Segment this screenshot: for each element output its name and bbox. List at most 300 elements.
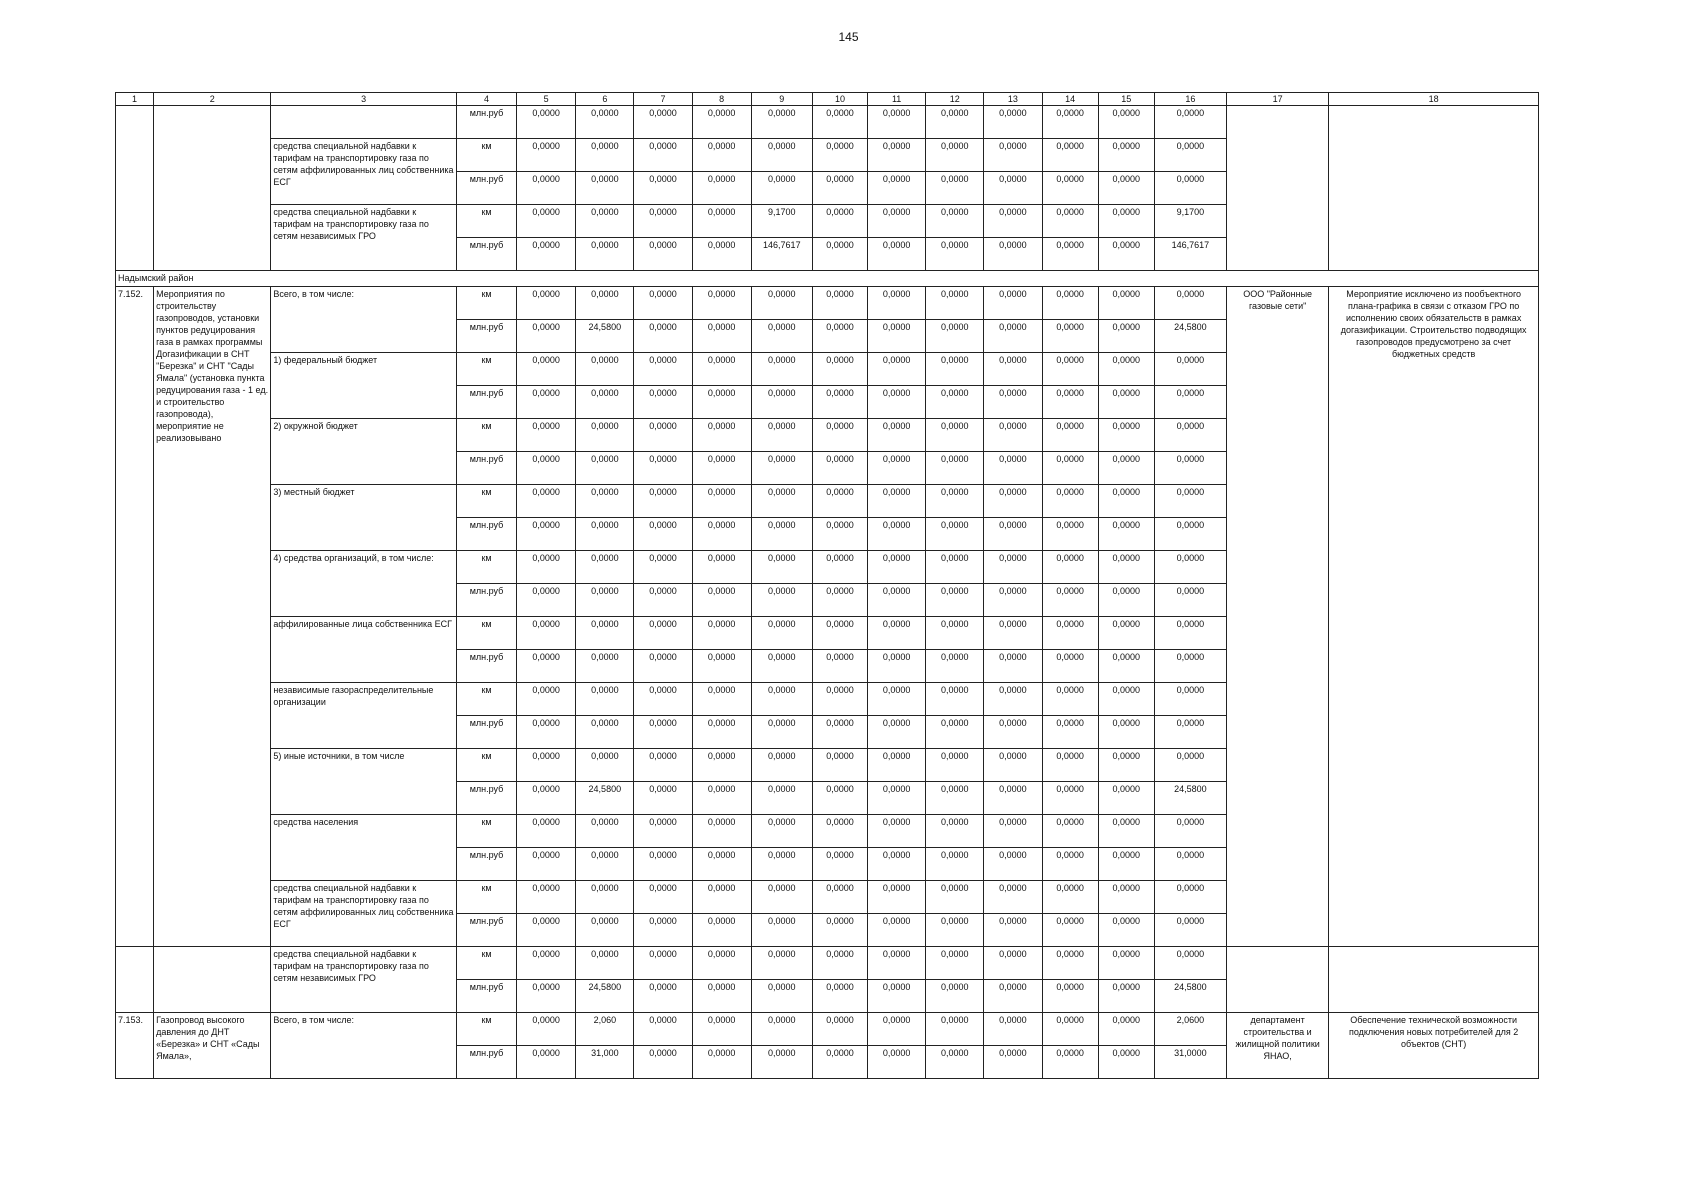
value-cell: 0,0000 <box>926 749 984 782</box>
value-cell: 0,0000 <box>751 353 812 386</box>
value-cell: 0,0000 <box>1154 518 1226 551</box>
value-cell: 2,060 <box>576 1013 634 1046</box>
value-cell: 0,0000 <box>1042 881 1098 914</box>
unit-cell: км <box>456 287 516 320</box>
column-header: 1 <box>116 93 154 106</box>
value-cell: 0,0000 <box>1098 1046 1154 1079</box>
value-cell: 0,0000 <box>576 205 634 238</box>
value-cell: 0,0000 <box>576 353 634 386</box>
value-cell: 0,0000 <box>634 947 692 980</box>
value-cell: 0,0000 <box>1098 419 1154 452</box>
value-cell: 0,0000 <box>576 172 634 205</box>
value-cell: 0,0000 <box>926 172 984 205</box>
value-cell: 0,0000 <box>576 617 634 650</box>
value-cell: 0,0000 <box>1042 139 1098 172</box>
value-cell: 0,0000 <box>812 320 867 353</box>
value-cell: 0,0000 <box>1154 650 1226 683</box>
value-cell: 0,0000 <box>1098 815 1154 848</box>
value-cell: 0,0000 <box>751 617 812 650</box>
program-table <box>115 92 1539 1079</box>
value-cell: 0,0000 <box>812 947 867 980</box>
value-cell: 0,0000 <box>984 205 1042 238</box>
value-cell: 0,0000 <box>1042 287 1098 320</box>
value-cell: 24,5800 <box>1154 782 1226 815</box>
value-cell: 0,0000 <box>812 584 867 617</box>
value-cell: 0,0000 <box>984 452 1042 485</box>
value-cell: 0,0000 <box>868 386 926 419</box>
value-cell: 0,0000 <box>751 584 812 617</box>
value-cell: 0,0000 <box>926 485 984 518</box>
unit-cell: млн.руб <box>456 848 516 881</box>
value-cell: 0,0000 <box>751 551 812 584</box>
value-cell: 0,0000 <box>812 485 867 518</box>
unit-cell: млн.руб <box>456 172 516 205</box>
value-cell: 0,0000 <box>984 683 1042 716</box>
value-cell: 0,0000 <box>576 139 634 172</box>
value-cell: 0,0000 <box>1154 683 1226 716</box>
value-cell: 0,0000 <box>984 914 1042 947</box>
value-cell: 0,0000 <box>926 848 984 881</box>
value-cell: 0,0000 <box>1042 1013 1098 1046</box>
item-number: 7.153. <box>116 1013 154 1079</box>
item-name: Газопровод высокого давления до ДНТ «Березка» и СНТ «Сады Ямала», <box>154 1013 271 1079</box>
value-cell: 0,0000 <box>634 353 692 386</box>
source-label <box>271 106 457 139</box>
value-cell: 0,0000 <box>576 716 634 749</box>
executor-cell <box>1227 947 1329 1013</box>
value-cell: 0,0000 <box>812 782 867 815</box>
value-cell: 0,0000 <box>1098 485 1154 518</box>
value-cell: 0,0000 <box>926 1046 984 1079</box>
column-header: 5 <box>517 93 576 106</box>
column-header: 15 <box>1098 93 1154 106</box>
value-cell: 0,0000 <box>1098 106 1154 139</box>
unit-cell: млн.руб <box>456 716 516 749</box>
value-cell: 0,0000 <box>926 881 984 914</box>
value-cell: 0,0000 <box>692 106 751 139</box>
value-cell: 0,0000 <box>926 238 984 271</box>
value-cell: 0,0000 <box>868 914 926 947</box>
value-cell: 0,0000 <box>1154 749 1226 782</box>
value-cell: 0,0000 <box>576 815 634 848</box>
column-header: 10 <box>812 93 867 106</box>
value-cell: 0,0000 <box>634 287 692 320</box>
value-cell: 0,0000 <box>692 287 751 320</box>
value-cell: 0,0000 <box>692 980 751 1013</box>
value-cell: 0,0000 <box>868 419 926 452</box>
value-cell: 0,0000 <box>1098 452 1154 485</box>
unit-cell: км <box>456 485 516 518</box>
value-cell: 0,0000 <box>576 848 634 881</box>
value-cell: 0,0000 <box>692 782 751 815</box>
unit-cell: км <box>456 749 516 782</box>
value-cell: 0,0000 <box>517 353 576 386</box>
value-cell: 0,0000 <box>1042 106 1098 139</box>
value-cell: 0,0000 <box>751 749 812 782</box>
value-cell: 0,0000 <box>517 452 576 485</box>
source-label: средства специальной надбавки к тарифам на транспортировку газа по сетям аффилированных лиц собственника ЕСГ <box>271 881 457 947</box>
table-row <box>116 106 1539 139</box>
value-cell: 0,0000 <box>984 353 1042 386</box>
value-cell: 0,0000 <box>812 287 867 320</box>
value-cell: 0,0000 <box>634 386 692 419</box>
value-cell: 0,0000 <box>751 419 812 452</box>
item-name <box>154 947 271 1013</box>
value-cell: 0,0000 <box>812 683 867 716</box>
value-cell: 0,0000 <box>634 551 692 584</box>
value-cell: 0,0000 <box>517 980 576 1013</box>
value-cell: 0,0000 <box>634 205 692 238</box>
value-cell: 0,0000 <box>1098 238 1154 271</box>
value-cell: 0,0000 <box>868 205 926 238</box>
value-cell: 0,0000 <box>984 485 1042 518</box>
value-cell: 9,1700 <box>1154 205 1226 238</box>
value-cell: 0,0000 <box>812 386 867 419</box>
value-cell: 0,0000 <box>517 320 576 353</box>
cont-number-cell <box>116 106 154 271</box>
value-cell: 0,0000 <box>751 518 812 551</box>
value-cell: 0,0000 <box>517 947 576 980</box>
value-cell: 0,0000 <box>576 683 634 716</box>
source-label: средства специальной надбавки к тарифам на транспортировку газа по сетям независимых ГРО <box>271 205 457 271</box>
value-cell: 0,0000 <box>751 848 812 881</box>
column-header: 9 <box>751 93 812 106</box>
value-cell: 0,0000 <box>1042 238 1098 271</box>
note-cell: Обеспечение технической возможности подключения новых потребителей для 2 объектов (СНТ) <box>1329 1013 1539 1079</box>
value-cell: 0,0000 <box>1154 452 1226 485</box>
value-cell: 0,0000 <box>1042 419 1098 452</box>
value-cell: 0,0000 <box>751 683 812 716</box>
value-cell: 0,0000 <box>517 617 576 650</box>
source-label: 4) средства организаций, в том числе: <box>271 551 457 617</box>
value-cell: 0,0000 <box>634 980 692 1013</box>
value-cell: 0,0000 <box>692 1013 751 1046</box>
value-cell: 0,0000 <box>812 139 867 172</box>
source-label: 5) иные источники, в том числе <box>271 749 457 815</box>
value-cell: 0,0000 <box>517 551 576 584</box>
value-cell: 0,0000 <box>634 452 692 485</box>
unit-cell: млн.руб <box>456 650 516 683</box>
value-cell: 0,0000 <box>634 320 692 353</box>
value-cell: 2,0600 <box>1154 1013 1226 1046</box>
source-label: Всего, в том числе: <box>271 1013 457 1079</box>
value-cell: 0,0000 <box>751 106 812 139</box>
value-cell: 0,0000 <box>926 320 984 353</box>
value-cell: 0,0000 <box>984 980 1042 1013</box>
column-header: 4 <box>456 93 516 106</box>
value-cell: 0,0000 <box>984 551 1042 584</box>
value-cell: 0,0000 <box>868 518 926 551</box>
value-cell: 0,0000 <box>576 551 634 584</box>
value-cell: 0,0000 <box>1154 881 1226 914</box>
value-cell: 0,0000 <box>984 518 1042 551</box>
value-cell: 0,0000 <box>868 815 926 848</box>
value-cell: 0,0000 <box>812 419 867 452</box>
value-cell: 0,0000 <box>517 782 576 815</box>
unit-cell: км <box>456 815 516 848</box>
value-cell: 0,0000 <box>1098 172 1154 205</box>
source-label: 2) окружной бюджет <box>271 419 457 485</box>
value-cell: 0,0000 <box>868 980 926 1013</box>
value-cell: 0,0000 <box>1154 386 1226 419</box>
value-cell: 24,5800 <box>1154 320 1226 353</box>
value-cell: 0,0000 <box>984 386 1042 419</box>
value-cell: 0,0000 <box>517 584 576 617</box>
value-cell: 0,0000 <box>692 452 751 485</box>
value-cell: 0,0000 <box>576 386 634 419</box>
value-cell: 0,0000 <box>926 419 984 452</box>
value-cell: 0,0000 <box>1098 353 1154 386</box>
value-cell: 0,0000 <box>926 683 984 716</box>
executor-cell: департамент строительства и жилищной политики ЯНАО, <box>1227 1013 1329 1079</box>
source-label: независимые газораспределительные организации <box>271 683 457 749</box>
value-cell: 0,0000 <box>1042 980 1098 1013</box>
unit-cell: км <box>456 205 516 238</box>
unit-cell: км <box>456 617 516 650</box>
cont-name-cell <box>154 106 271 271</box>
value-cell: 0,0000 <box>1098 617 1154 650</box>
column-header: 2 <box>154 93 271 106</box>
column-header: 14 <box>1042 93 1098 106</box>
value-cell: 0,0000 <box>751 914 812 947</box>
value-cell: 0,0000 <box>868 683 926 716</box>
value-cell: 0,0000 <box>692 617 751 650</box>
note-cell: Мероприятие исключено из пообъектного плана-графика в связи с отказом ГРО по исполнению своих обязательств в рамках догазификации. Строительство подводящих газопроводов предусмотрено за счет бюджетных средств <box>1329 287 1539 947</box>
value-cell: 0,0000 <box>868 139 926 172</box>
item-name: Мероприятия по строительству газопроводов, установки пунктов редуцирования газа в рамках программы Догазификации в СНТ "Березка" и СНТ "Сады Ямала" (установка пункта редуцирования газа - 1 ед. и строительство газопровода), мероприятие не реализовывано <box>154 287 271 947</box>
value-cell: 0,0000 <box>1098 749 1154 782</box>
value-cell: 0,0000 <box>517 650 576 683</box>
value-cell: 0,0000 <box>1042 584 1098 617</box>
column-header: 16 <box>1154 93 1226 106</box>
unit-cell: млн.руб <box>456 980 516 1013</box>
value-cell: 146,7617 <box>751 238 812 271</box>
source-label: средства населения <box>271 815 457 881</box>
value-cell: 0,0000 <box>1154 485 1226 518</box>
value-cell: 0,0000 <box>517 683 576 716</box>
value-cell: 0,0000 <box>868 716 926 749</box>
source-label: средства специальной надбавки к тарифам на транспортировку газа по сетям аффилированных лиц собственника ЕСГ <box>271 139 457 205</box>
value-cell: 0,0000 <box>751 650 812 683</box>
value-cell: 0,0000 <box>751 452 812 485</box>
unit-cell: км <box>456 419 516 452</box>
value-cell: 0,0000 <box>868 172 926 205</box>
value-cell: 0,0000 <box>1042 485 1098 518</box>
value-cell: 0,0000 <box>517 139 576 172</box>
value-cell: 0,0000 <box>1098 914 1154 947</box>
column-header: 8 <box>692 93 751 106</box>
value-cell: 0,0000 <box>692 551 751 584</box>
value-cell: 0,0000 <box>576 749 634 782</box>
value-cell: 0,0000 <box>926 815 984 848</box>
value-cell: 0,0000 <box>812 914 867 947</box>
value-cell: 0,0000 <box>751 881 812 914</box>
value-cell: 0,0000 <box>634 419 692 452</box>
value-cell: 0,0000 <box>1042 650 1098 683</box>
value-cell: 0,0000 <box>812 716 867 749</box>
item-number: 7.152. <box>116 287 154 947</box>
value-cell: 0,0000 <box>692 848 751 881</box>
value-cell: 0,0000 <box>692 881 751 914</box>
column-header: 6 <box>576 93 634 106</box>
value-cell: 0,0000 <box>984 815 1042 848</box>
value-cell: 0,0000 <box>868 947 926 980</box>
value-cell: 0,0000 <box>1042 815 1098 848</box>
value-cell: 0,0000 <box>576 238 634 271</box>
value-cell: 0,0000 <box>812 650 867 683</box>
value-cell: 0,0000 <box>576 452 634 485</box>
table-row <box>116 287 1539 320</box>
value-cell: 0,0000 <box>1154 106 1226 139</box>
value-cell: 0,0000 <box>1154 551 1226 584</box>
value-cell: 0,0000 <box>868 287 926 320</box>
value-cell: 0,0000 <box>517 518 576 551</box>
value-cell: 0,0000 <box>984 617 1042 650</box>
executor-cell <box>1227 106 1329 271</box>
value-cell: 0,0000 <box>1098 518 1154 551</box>
value-cell: 0,0000 <box>634 617 692 650</box>
value-cell: 0,0000 <box>576 947 634 980</box>
value-cell: 0,0000 <box>692 947 751 980</box>
value-cell: 0,0000 <box>1154 617 1226 650</box>
value-cell: 0,0000 <box>1042 172 1098 205</box>
value-cell: 0,0000 <box>926 716 984 749</box>
table-row <box>116 947 1539 980</box>
value-cell: 0,0000 <box>984 1013 1042 1046</box>
value-cell: 0,0000 <box>692 205 751 238</box>
value-cell: 31,0000 <box>1154 1046 1226 1079</box>
value-cell: 0,0000 <box>926 617 984 650</box>
value-cell: 24,5800 <box>576 980 634 1013</box>
value-cell: 0,0000 <box>517 749 576 782</box>
value-cell: 0,0000 <box>1098 320 1154 353</box>
value-cell: 0,0000 <box>1098 782 1154 815</box>
value-cell: 0,0000 <box>926 980 984 1013</box>
value-cell: 0,0000 <box>576 650 634 683</box>
value-cell: 0,0000 <box>812 106 867 139</box>
column-header: 11 <box>868 93 926 106</box>
column-header: 12 <box>926 93 984 106</box>
value-cell: 0,0000 <box>634 914 692 947</box>
unit-cell: млн.руб <box>456 914 516 947</box>
value-cell: 0,0000 <box>634 683 692 716</box>
source-label: средства специальной надбавки к тарифам на транспортировку газа по сетям независимых ГРО <box>271 947 457 1013</box>
unit-cell: млн.руб <box>456 106 516 139</box>
unit-cell: млн.руб <box>456 452 516 485</box>
value-cell: 0,0000 <box>926 782 984 815</box>
value-cell: 0,0000 <box>692 650 751 683</box>
value-cell: 0,0000 <box>634 782 692 815</box>
value-cell: 0,0000 <box>634 106 692 139</box>
value-cell: 0,0000 <box>812 238 867 271</box>
value-cell: 0,0000 <box>1042 353 1098 386</box>
value-cell: 0,0000 <box>926 650 984 683</box>
value-cell: 0,0000 <box>812 353 867 386</box>
value-cell: 0,0000 <box>984 419 1042 452</box>
value-cell: 0,0000 <box>517 205 576 238</box>
value-cell: 0,0000 <box>634 1013 692 1046</box>
value-cell: 0,0000 <box>634 650 692 683</box>
value-cell: 0,0000 <box>1098 980 1154 1013</box>
value-cell: 0,0000 <box>1154 172 1226 205</box>
value-cell: 0,0000 <box>1154 848 1226 881</box>
note-cell <box>1329 106 1539 271</box>
value-cell: 0,0000 <box>751 1013 812 1046</box>
value-cell: 0,0000 <box>517 386 576 419</box>
source-label: аффилированные лица собственника ЕСГ <box>271 617 457 683</box>
value-cell: 0,0000 <box>692 320 751 353</box>
value-cell: 0,0000 <box>1042 551 1098 584</box>
value-cell: 0,0000 <box>692 716 751 749</box>
value-cell: 0,0000 <box>1098 650 1154 683</box>
value-cell: 0,0000 <box>1098 205 1154 238</box>
source-label: 1) федеральный бюджет <box>271 353 457 419</box>
column-header: 13 <box>984 93 1042 106</box>
unit-cell: км <box>456 947 516 980</box>
value-cell: 0,0000 <box>517 485 576 518</box>
value-cell: 0,0000 <box>1042 1046 1098 1079</box>
unit-cell: км <box>456 881 516 914</box>
value-cell: 0,0000 <box>1098 287 1154 320</box>
value-cell: 0,0000 <box>576 287 634 320</box>
value-cell: 0,0000 <box>1042 914 1098 947</box>
value-cell: 0,0000 <box>517 848 576 881</box>
value-cell: 0,0000 <box>926 386 984 419</box>
value-cell: 0,0000 <box>984 848 1042 881</box>
value-cell: 0,0000 <box>576 881 634 914</box>
value-cell: 0,0000 <box>634 139 692 172</box>
value-cell: 0,0000 <box>692 683 751 716</box>
value-cell: 0,0000 <box>634 238 692 271</box>
value-cell: 0,0000 <box>576 485 634 518</box>
value-cell: 0,0000 <box>926 106 984 139</box>
unit-cell: км <box>456 683 516 716</box>
value-cell: 0,0000 <box>1098 1013 1154 1046</box>
executor-cell: ООО "Районные газовые сети" <box>1227 287 1329 947</box>
value-cell: 0,0000 <box>868 320 926 353</box>
value-cell: 0,0000 <box>984 947 1042 980</box>
value-cell: 0,0000 <box>1042 452 1098 485</box>
value-cell: 0,0000 <box>926 139 984 172</box>
unit-cell: млн.руб <box>456 782 516 815</box>
value-cell: 0,0000 <box>926 914 984 947</box>
value-cell: 0,0000 <box>1042 683 1098 716</box>
value-cell: 0,0000 <box>1154 716 1226 749</box>
value-cell: 0,0000 <box>692 238 751 271</box>
value-cell: 0,0000 <box>984 716 1042 749</box>
value-cell: 0,0000 <box>926 287 984 320</box>
value-cell: 0,0000 <box>751 139 812 172</box>
value-cell: 0,0000 <box>1042 320 1098 353</box>
value-cell: 0,0000 <box>751 287 812 320</box>
value-cell: 0,0000 <box>1042 386 1098 419</box>
page-number: 145 <box>838 30 859 44</box>
value-cell: 0,0000 <box>984 287 1042 320</box>
value-cell: 0,0000 <box>517 881 576 914</box>
value-cell: 0,0000 <box>692 386 751 419</box>
value-cell: 0,0000 <box>751 782 812 815</box>
value-cell: 0,0000 <box>984 172 1042 205</box>
value-cell: 0,0000 <box>692 584 751 617</box>
value-cell: 0,0000 <box>634 1046 692 1079</box>
value-cell: 0,0000 <box>984 749 1042 782</box>
value-cell: 0,0000 <box>984 139 1042 172</box>
value-cell: 0,0000 <box>984 650 1042 683</box>
value-cell: 0,0000 <box>1154 139 1226 172</box>
value-cell: 0,0000 <box>1154 353 1226 386</box>
value-cell: 0,0000 <box>1098 386 1154 419</box>
unit-cell: млн.руб <box>456 320 516 353</box>
